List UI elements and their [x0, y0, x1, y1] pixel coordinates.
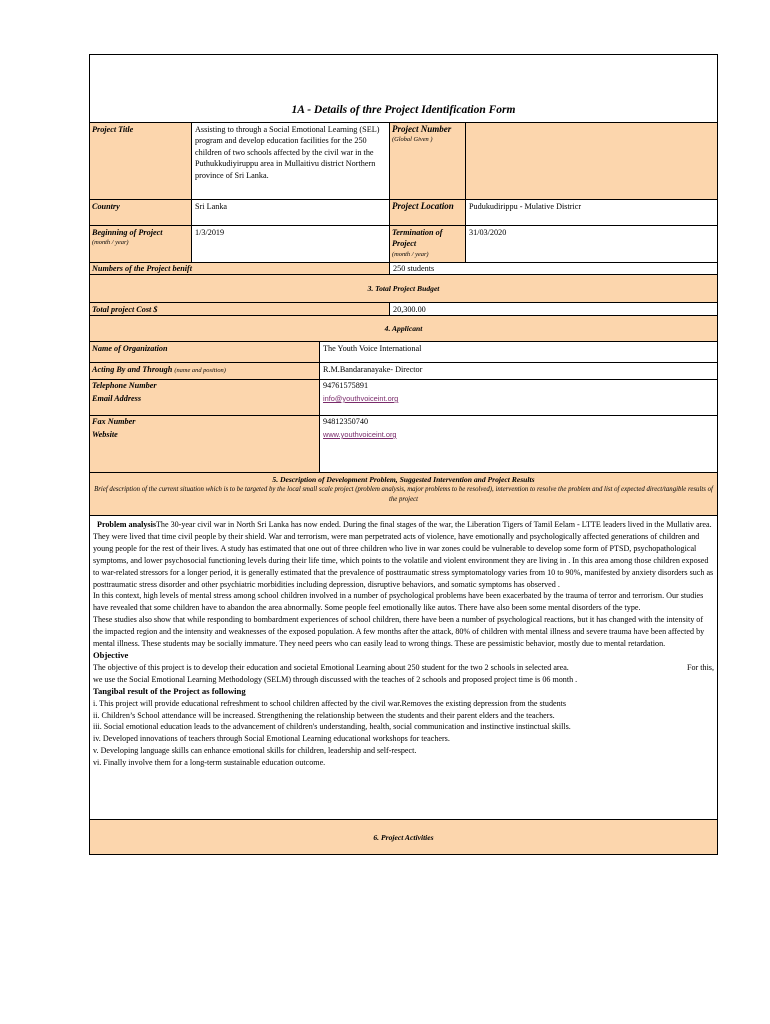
website-value-cell	[320, 429, 717, 473]
project-number-label: Project Number	[392, 124, 452, 134]
objective-text-2: we use the Social Emotional Learning Methodology (SELM) through discussed with the teaches of 2 schools and proposed project time is 06 month .	[93, 674, 578, 684]
project-form	[89, 54, 718, 855]
organization-label: Name of Organization	[90, 342, 320, 363]
termination-sub: (month / year)	[392, 250, 429, 258]
organization-value: The Youth Voice International	[320, 342, 717, 363]
website-label: Website	[90, 429, 320, 473]
project-number-sub: (Global Given )	[392, 136, 433, 144]
result-item-6: vi. Finally involve them for a long-term sustainable education outcome.	[93, 758, 326, 768]
acting-by-label-cell	[90, 363, 320, 380]
problem-analysis-p3: These studies also show that while responding to bombardment experiences of school children, there have been a number of psychological reactions, but it has changed with the intensity of the impacted region and the intensity and weaknesses of the exposed population. A few months after the attack, 80% of children with mental illness and severe trauma have been affected by mental illness. These students may be socially immature. They need peers who can easily lead to wrong things. These are pessimistic behavior, mostly due to mental retardation.	[93, 615, 705, 649]
form-title: 1A - Details of thre Project Identification Form	[291, 104, 516, 116]
telephone-label: Telephone Number	[90, 380, 320, 393]
activities-section-header: 6. Project Activities	[90, 819, 717, 854]
result-item-5: v. Developing language skills can enhance emotional skills for children, leadership and self-respect.	[93, 746, 417, 756]
termination-value: 31/03/2020	[466, 226, 717, 263]
termination-label: Termination of Project	[392, 228, 443, 249]
telephone-value: 94761575891	[323, 381, 369, 390]
objective-heading: Objective	[93, 649, 129, 660]
country-label: Country	[90, 200, 192, 226]
website-link[interactable]: www.youthvoiceint.org	[323, 430, 397, 439]
objective-text-1-tail: For this,	[687, 662, 714, 672]
country-value: Sri Lanka	[192, 200, 390, 226]
project-title-label: Project Title	[90, 122, 192, 200]
beginning-sub: (month / year)	[92, 239, 129, 247]
description-body	[90, 517, 717, 817]
problem-analysis-heading: Problem analysis	[97, 520, 156, 529]
problem-analysis-p2: In this context, high levels of mental stress among school children involved in a number of psychological problems have been exacerbated by the trauma of terror and terrorism. Our studies have revealed that some children have to abandon the area abnormally. Some people feel emotionally like autos. There have also been some mental disorders of the type.	[93, 591, 704, 613]
beginning-value: 1/3/2019	[192, 226, 390, 263]
acting-by-value: R.M.Bandaranayake- Director	[320, 363, 717, 380]
beneficiaries-value: 250 students	[390, 263, 717, 275]
description-section-subtitle: Brief description of the current situation which is to be targeted by the local small scale project (problem analysis, major problems to be resolved), intervention to resolve the problem and list of expected direct/tangible results of the project	[94, 486, 713, 504]
beginning-label-cell	[90, 226, 192, 263]
termination-label-cell	[390, 226, 466, 263]
project-number-value	[466, 122, 717, 200]
project-number-label-cell	[390, 122, 466, 200]
acting-by-sub: (name and position)	[174, 367, 226, 374]
description-section-header	[90, 473, 717, 516]
fax-label: Fax Number	[90, 416, 320, 429]
result-item-2: ii. Children’s School attendance will be increased. Strengthening the relationship between the students and their parent elders and the teachers.	[93, 710, 555, 720]
total-cost-label: Total project Cost $	[90, 303, 390, 316]
result-item-1: i. This project will provide educational refreshment to school children affected by the civil war.Removes the existing depression from the students	[93, 698, 567, 708]
objective-text-1: The objective of this project is to develop their education and societal Emotional Learning about 250 student for the two 2 schools in selected area.	[93, 662, 569, 672]
project-location-label: Project Location	[390, 200, 466, 226]
email-value-cell	[320, 393, 717, 416]
beneficiaries-label: Numbers of the Project benift	[90, 263, 390, 275]
acting-by-label: Acting By and Through	[92, 365, 173, 374]
email-link[interactable]: info@youthvoiceint.org	[323, 394, 399, 403]
problem-analysis-p1: The 30-year civil war in North Sri Lanka has now ended. During the final stages of the war, the Liberation Tigers of Tamil Eelam - LTTE leaders lived in the Mullativ area. They were lived that time civil people by their shield. War and terrorism, were man perpetrated acts of violence, have emotionally and psychologically affected generations of children and young people for the rest of their lives. A study has estimated that one out of three children who live in war zones could be vulnerable to develop some form of PTSD, psychopathological symptoms, and lower psychosocial functioning levels during their life time, which points to the volatile and violent environment they are living in . In this area among those children exposed to war-related stressors for a longer period, it is generally estimated that the prevalence of posttraumatic stress symptomatology varies from 10 to 90%, manifested by anxiety disorders such as posttraumatic stress disorder and other psychiatric morbidities including depression, disruptive behaviors, and somatic symptoms has observed .	[93, 520, 714, 589]
results-heading: Tangibal result of the Project as following	[93, 685, 246, 696]
project-title-value: Assisting to through a Social Emotional Learning (SEL) program and develop education facilities for the 250 children of two schools affected by the civil war in the Puthukkudiyiruppu area in Mullaitivu district Northern province of Sri Lanka.	[192, 122, 390, 200]
result-item-4: iv. Developed innovations of teachers through Social Emotional Learning educational workshops for teachers.	[93, 734, 450, 744]
beginning-label: Beginning of Project	[92, 228, 163, 237]
total-cost-value: 20,300.00	[390, 303, 717, 316]
project-location-value: Pudukudirippu - Mulative Districr	[466, 200, 717, 226]
fax-value: 94812350740	[323, 417, 369, 426]
description-section-title: 5. Description of Development Problem, Suggested Intervention and Project Results	[272, 475, 535, 484]
applicant-section-header: 4. Applicant	[90, 316, 717, 342]
result-item-3: iii. Social emotional education leads to the advancement of children's understanding, health, social communication and instinctive instinctual skills.	[93, 722, 571, 732]
budget-section-header: 3. Total Project Budget	[90, 275, 717, 303]
email-label: Email Address	[90, 393, 320, 416]
